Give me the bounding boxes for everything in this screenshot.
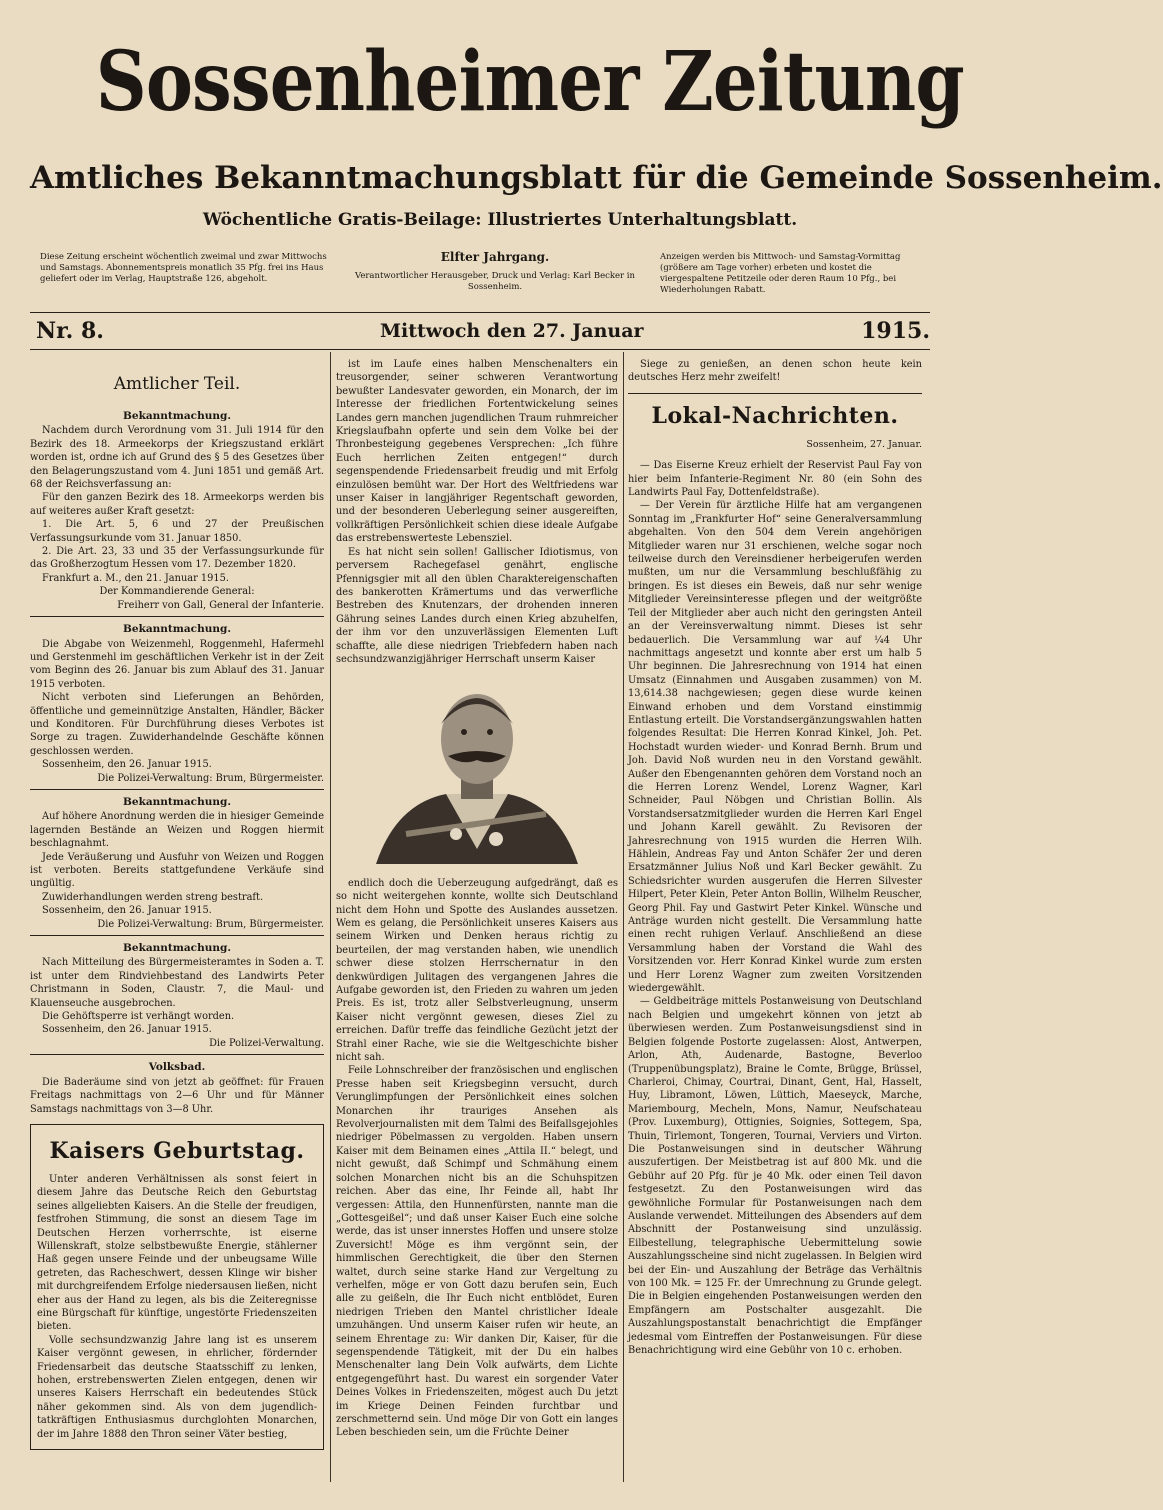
notice-heading: Bekanntmachung. [123,795,231,808]
news-item: — Das Eiserne Kreuz erhielt der Reservist Paul Fay von hier beim Infanterie-Regiment Nr. 80 (ein Sohn des Landwirts Paul Fay, Dottenfeldstraße). [628,460,922,499]
notice-text: Die Baderäume sind von jetzt ab geöffnet: für Frauen Freitags nachmittags von 2—6 Uhr und für Männer Samstags nachmittags von 3—8 Uhr. [30,1076,324,1115]
notice-date: Sossenheim, den 26. Januar 1915. [42,905,212,917]
article-text: Siege zu genießen, an denen schon heute kein deutsches Herz mehr zweifelt! [628,359,922,384]
local-news-divider [628,393,922,394]
local-dateline: Sossenheim, 27. Januar. [806,438,922,450]
notice-text: Nicht verboten sind Lieferungen an Behörden, öffentliche und gemeinnützige Anstalten, Händler, Bäcker und Konditoren. Für Durchführung dieses Verbotes ist Sorge zu tragen. Zuwiderhandelnde Geschäfte können geschlossen werden. [30,692,324,757]
volume-label: Elfter Jahrgang. [440,250,550,264]
column-1 [30,358,324,1450]
article-text: Es hat nicht sein sollen! Gallischer Idiotismus, von perversem Rachegefasel genährt, englische Pfennigsgier mit all den üblen Charaktereigenschaften des bankerotten Krämertums und das verwerfliche Bestreben des Knutenzars, der drohenden inneren Gährung seines Landes durch einen Krieg abzuhelfen, der ihm vor den unzuverlässigen Elementen Luft schaffte, alle diese niedrigen Triebfedern haben nach sechsundzwanzigjähriger Herrschaft unserm Kaiser [336,546,618,665]
section-title-official: Amtlicher Teil. [113,374,241,394]
notice-heading: Bekanntmachung. [123,942,231,955]
notice-heading: Volksbad. [148,1061,206,1074]
notice-heading: Bekanntmachung. [123,623,231,636]
article-text: Feile Lohnschreiber der französischen und englischen Presse haben seit Kriegsbeginn versucht, durch Verunglimpfungen der Persönlichkeit eines solchen Monarchen ihr trauriges Ansehen als Revolverjournalisten mit dem Talmi des Beifallsgejohles niedriger Pöbelmassen zu vergolden. Haben unsern Kaiser mit dem Beinamen eines „Attila II.“ belegt, und nicht gewußt, daß Schimpf und Schmähung einem solchen Monarchen nicht bis an die Schuhspitzen reichen. Aber das eine, Ihr Feinde all, habt Ihr vergessen: Attila, den Hunnenfürsten, nannte man die „Gottesgeißel“; und daß unser Kaiser Euch eine solche werde, das ist unser innerstes Hoffen und unsere stolze Zuversicht! Möge es ihm vergönnt sein, der himmlischen Gerechtigkeit, die über den Sternen waltet, durch seine starke Hand zur Vergeltung zu verhelfen, möge er von Gott dazu berufen sein, Euch alle zu geißeln, die Ihr Euch nicht entblödet, Euren niedrigen Trieben den Mantel christlicher Ideale umzuhängen. Und unserm Kaiser rufen wir heute, an seinem Ehrentage zu: Wir danken Dir, Kaiser, für die segenspendende Tätigkeit, mit der Du ein halbes Menschenalter lang Dein Volk aufwärts, dem Lichte entgegengeführt hast. Du warest ein sorgender Vater Deines Volkes in Friedenszeiten, mögest auch Du jetzt im Kriege Deinen Feinden furchtbar und zerschmetternd sein. Und möge Dir von Gott ein langes Leben beschieden sein, um die Früchte Deiner [336,1065,618,1439]
notice-text: Die Abgabe von Weizenmehl, Roggenmehl, Hafermehl und Gerstenmehl im geschäftlichen Verkehr ist in der Zeit vom Beginn des 26. Januar bis zum Ablauf des 31. Januar 1915 verboten. [30,638,324,690]
notice-date: Sossenheim, den 26. Januar 1915. [42,759,212,771]
notice-signature: Die Polizei-Verwaltung: Brum, Bürgermeister. [97,772,324,784]
publisher-info [345,252,645,293]
notice-text: Die Gehöftsperre ist verhängt worden. [42,1011,235,1023]
notice-text: Jede Veräußerung und Ausfuhr von Weizen und Roggen ist verboten. Bereits stattgefundene Verkäufe sind ungültig. [30,851,324,890]
notice-divider [30,616,324,617]
column-rule-2 [623,352,624,1482]
section-title-local: Lokal-Nachrichten. [651,402,899,429]
notice-divider [30,935,324,936]
article-text: endlich doch die Ueberzeugung aufgedrängt, daß es so nicht weitergehen konnte, wollte sich Deutschland nicht dem Hohn und Spotte des Auslandes aussetzen. Wem es gelang, die Persönlichkeit unseres Kaisers aus seinem Wirken und Denken heraus richtig zu beurteilen, der mag verstanden haben, wie unendlich schwer diese stolzen Herrschernatur in den denkwürdigen Julitagen des vergangenen Jahres die Aufgabe geworden ist, den Frieden zu wahren um jeden Preis. Es ist, trotz aller Selbstverleugnung, unserm Kaiser nicht vergönnt gewesen, dieses Ziel zu erreichen. Dafür treffe das feindliche Gezücht jetzt der Strahl einer Rache, wie sie die Weltgeschichte bisher nicht sah. [336,877,618,1064]
notice-text: Nach Mitteilung des Bürgermeisteramtes in Soden a. T. ist unter dem Rindviehbestand des Landwirts Peter Christmann in Soden, Claustr. 7, die Maul- und Klauenseuche ausgebrochen. [30,957,324,1009]
masthead [30,22,1163,232]
news-item: — Geldbeiträge mittels Postanweisung von Deutschland nach Belgien und umgekehrt können von jetzt ab überwiesen werden. Zum Postanweisungsdienst sind in Belgien folgende Postorte zugelassen: Alost, Antwerpen, Arlon, Ath, Audenarde, Bastogne, Beverloo (Truppenübungsplatz), Braine le Comte, Brügge, Brüssel, Charleroi, Chimay, Courtrai, Dinant, Gent, Hal, Hasselt, Huy, Libramont, Löwen, Lüttich, Maeseyck, Marche, Mariembourg, Mecheln, Mons, Namur, Neufschateau (Prov. Luxemburg), Ottignies, Soignies, Sottegem, Spa, Thuin, Tirlemont, Tongeren, Tournai, Verviers und Virton. Die Postanweisungen sind in deutscher Währung auszufertigen. Der Meistbetrag ist auf 800 Mk. und die Gebühr auf 20 Pfg. für je 40 Mk. oder einen Teil davon festgesetzt. Zu den Postanweisungen wird das gewöhnliche Formular für Postanweisungen nach dem Auslande verwendet. Mitteilungen des Absenders auf dem Abschnitt der Postanweisung sind unzulässig. Eilbestellung, telegraphische Uebermittelung sowie Auszahlungsscheine sind nicht zugelassen. In Belgien wird bei der Ein- und Auszahlung der Beträge das Verhältnis von 100 Mk. = 125 Fr. der Umrechnung zu Grunde gelegt. Die in Belgien eingehenden Postanweisungen werden den Empfängern am Postschalter ausgezahlt. Die Auszahlungspostanstalt benachrichtigt die Empfänger jedesmal vom Eintreffen der Postanweisungen. Für diese Benachrichtigung wird eine Gebühr von 10 c. erhoben. [628,996,922,1357]
notice-divider [30,789,324,790]
notice-signature: Die Polizei-Verwaltung. [209,1037,324,1049]
notice-date: Sossenheim, den 26. Januar 1915. [42,1024,212,1036]
feature-text: Unter anderen Verhältnissen als sonst feiert in diesem Jahre das Deutsche Reich den Geburtstag seines allgeliebten Kaisers. An die Stelle der freudigen, festfrohen Stimmung, die sonst an diesem Tage im Deutschen Herzen vorherrschte, ist eiserne Willenskraft, stolze selbstbewußte Energie, stählerner Haß gegen unsere Feinde und der unbeugsame Wille getreten, das Racheschwert, dessen Klinge wir bisher mit durchgreifendem Erfolge niedersausen ließen, nicht eher aus der Hand zu legen, als bis die Zeiteregnisse eine Bürgschaft für künftige, ungestörte Friedenszeiten bieten. [37,1173,317,1333]
feature-article [30,1124,324,1450]
issue-date: Mittwoch den 27. Januar [380,320,644,342]
notice-text: Zuwiderhandlungen werden streng bestraft. [42,891,264,903]
publisher-text: Verantwortlicher Herausgeber, Druck und Verlag: Karl Becker in Sossenheim. [354,271,635,292]
subscription-info: Diese Zeitung erscheint wöchentlich zweimal und zwar Mittwochs und Samstags. Abonnementspreis monatlich 35 Pfg. frei ins Haus geliefert oder im Verlag, Hauptstraße 126, abgeholt. [40,252,327,284]
supplement-line: Wöchentliche Gratis-Beilage: Illustriertes Unterhaltungsblatt. [202,210,798,230]
notice-text: 2. Die Art. 23, 33 und 35 der Verfassungsurkunde für das Großherzogtum Hessen vom 17. Dezember 1820. [30,546,324,571]
notice-text: Für den ganzen Bezirk des 18. Armeekorps werden bis auf weiteres außer Kraft gesetzt: [30,492,324,517]
issue-year: 1915. [861,318,930,344]
feature-text: Volle sechsundzwanzig Jahre lang ist es unserem Kaiser vergönnt gewesen, in ehrlicher, fördernder Friedensarbeit das deutsche Staatsschiff zu lenken, hohen, erstrebenswerten Zielen entgegen, denen wir unseres Kaisers Herrschaft ein bedeutendes Stück näher gekommen sind. Als von dem jugendlich-tatkräftigen Enthusiasmus durchglohten Monarchen, der im Jahre 1888 den Thron seiner Väter bestieg, [37,1334,317,1440]
portrait-caption: Kaiser Wilhelm II. [435,853,519,864]
column-3 [628,358,922,1357]
column-2 [336,358,618,1440]
rule-bottom [30,349,930,350]
notice-text: Nachdem durch Verordnung vom 31. Juli 1914 für den Bezirk des 18. Armeekorps der Kriegszustand erklärt worden ist, ordne ich auf Grund des § 5 des Gesetzes über den Belagerungszustand vom 4. Juni 1851 und gemäß Art. 68 der Reichsverfassung an: [30,425,324,491]
notice-signature: Die Polizei-Verwaltung: Brum, Bürgermeister. [97,918,324,930]
issue-number: Nr. 8. [36,318,104,344]
column-rule-1 [330,352,331,1482]
feature-title: Kaisers Geburtstag. [49,1137,305,1164]
notice-signature-title: Der Kommandierende General: [99,586,255,598]
notice-heading: Bekanntmachung. [123,410,231,422]
issue-line [30,318,930,348]
notice-text: Auf höhere Anordnung werden die in hiesiger Gemeinde lagernden Bestände an Weizen und Roggen hiermit beschlagnahmt. [30,811,324,850]
notice-divider [30,1054,324,1055]
article-text: ist im Laufe eines halben Menschenalters ein treusorgender, seiner schweren Verantwortung bewußter Landesvater geworden, ein Monarch, der im Interesse der friedlichen Fortentwickelung seines Landes gern manchen jugendlichen Traum ruhmreicher Kriegslaufbahn opferte und sein dem Volke bei der Thronbesteigung gegebenes Versprechen: „Ich führe Euch herrlichen Zeiten entgegen!“ durch segenspendende Friedensarbeit freudig und mit Erfolg einzulösen bemüht war. Der Hort des Weltfriedens war unser Kaiser in langjähriger Regentschaft geworden, und der besonderen Ueberlegung seiner ausgereiften, vollkräftigen Persönlichkeit schien diese ideale Aufgabe das erstrebenswerteste Lebensziel. [336,359,618,545]
rule-top [30,312,930,313]
notice-date: Frankfurt a. M., den 21. Januar 1915. [42,572,229,584]
newspaper-subtitle: Amtliches Bekanntmachungsblatt für die Gemeinde Sossenheim. [30,160,1163,196]
notice-signature: Freiherr von Gall, General der Infanterie. [117,599,324,611]
notice-text: 1. Die Art. 5, 6 und 27 der Preußischen Verfassungsurkunde vom 31. Januar 1850. [30,519,324,544]
newspaper-title: Sossenheimer Zeitung [95,34,964,130]
kaiser-portrait [336,674,618,864]
advertising-info: Anzeigen werden bis Mittwoch- und Samstag-Vormittag (größere am Tage vorher) erbeten und kostet die viergespaltene Petitzeile oder deren Raum 10 Pfg., bei Wiederholungen Rabatt. [660,252,901,295]
news-item: — Der Verein für ärztliche Hilfe hat am vergangenen Sonntag im „Frankfurter Hof“ seine Generalversammlung abgehalten. Von den 504 dem Verein angehörigen Mitglieder waren nur 31 erschienen, welche sogar noch teilweise durch den Vereinsdiener herbeigerufen werden mußten, um nur die Versammlung beschlußfähig zu bringen. Es ist dieses ein Beweis, daß nur sehr wenige Mitglieder Vereinsinteresse pflegen und der weitgrößte Teil der Mitglieder aber auch nicht den geringsten Anteil an der Vereinsverwaltung nimmt. Dieses ist sehr bedauerlich. Die Versammlung war auf ¼4 Uhr nachmittags angesetzt und konnte aber erst um halb 5 Uhr beginnen. Die Jahresrechnung von 1914 hat einen Umsatz (Einnahmen und Ausgaben zusammen) von M. 13,614.38 nachgewiesen; gegen diese wurde keinen Einwand erhoben und dem Vorstand einstimmig Entlastung erteilt. Die Vorstandsergänzungswahlen hatten folgendes Resultat: Die Herren Konrad Kinkel, Joh. Pet. Hochstadt wurden wieder- und Konrad Bernh. Brum und Joh. David Noß wurden neu in den Vorstand gewählt. Außer den Ebengenannten gehören dem Vorstand noch an die Herren Lorenz Wendel, Lorenz Wagner, Karl Schneider, Paul Nöbgen und Christian Bollin. Als Vorstandsersatzmitglieder wurden die Herren Karl Engel und Johann Karell gewählt. Zu Revisoren der Jahresrechnung von 1915 wurden die Herren Wilh. Hählein, Andreas Fay und Anton Schäfer 2er und deren Ersatzmänner Julius Noß und Karl Becker gewählt. Zu Schiedsrichter wurden ausgerufen die Herren Silvester Hilpert, Peter Klein, Peter Anton Bollin, Wilhelm Reuscher, Georg Phil. Fay und Gastwirt Peter Kinkel. Wünsche und Anträge wurden nicht gestellt. Die Versammlung hatte einen recht ruhigen Verlauf. Anschließend an diese Versammlung haben der Vorstand die Wahl des Vorsitzenden vor. Herr Konrad Kinkel wurde zum ersten und Herr Lorenz Wagner zum zweiten Vorsitzenden wiedergewählt. [628,500,922,995]
